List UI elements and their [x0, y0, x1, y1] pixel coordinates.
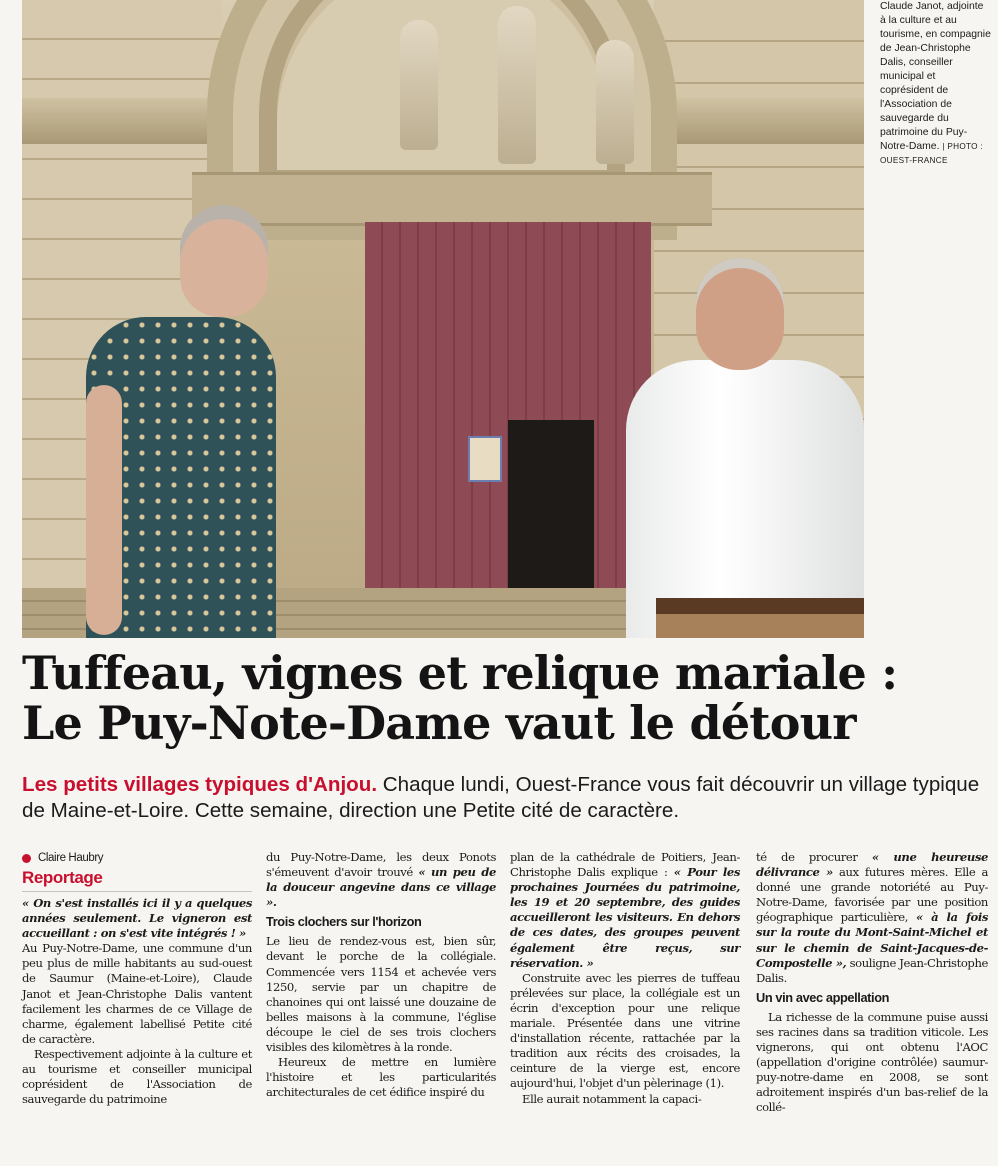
photo-caption	[880, 0, 992, 168]
standfirst-text: Chaque lundi, Ouest-France vous fait découvrir un village typique de Maine-et-Loire. Cette semaine, direction une Petite cité de caractère.	[22, 773, 980, 822]
photo-statue	[498, 6, 536, 164]
headline-line-1: Tuffeau, vignes et relique mariale :	[22, 646, 898, 700]
photo-woman-arm	[86, 385, 122, 635]
paragraph	[266, 850, 496, 910]
photo-woman	[86, 205, 286, 638]
paragraph: Au Puy-Notre-Dame, une commune d'un peu plus de mille habitants au sud-ouest de Saumur (Maine-et-Loire), Claude Janot et Jean-Christophe Dalis vantent facilement les charmes de ce Village de charme, également labellisé Petite cité de caractère.	[22, 941, 252, 1046]
paragraph-text: souligne Jean-Christophe Dalis.	[756, 955, 988, 985]
photo-statue	[596, 40, 634, 164]
article-column-3	[510, 850, 740, 1107]
inline-quote: « une heureuse délivrance »	[756, 850, 988, 880]
inline-quote: « un peu de la douceur angevine dans ce village ».	[266, 865, 496, 910]
paragraph	[510, 850, 740, 971]
paragraph: Le lieu de rendez-vous est, bien sûr, devant le porche de la collégiale. Commencée vers 1154 et achevée vers 1250, servie par un chapitre de chanoines qui ont laissé une douzaine de belles maisons à la commune, l'église découpe le ciel de ses trois clochers visibles des kilomètres à la ronde.	[266, 934, 496, 1055]
article-column-2	[266, 850, 496, 1100]
paragraph: La richesse de la commune puise aussi ses racines dans sa tradition viticole. Les vignerons, qui ont obtenu l'AOC (appellation d'origine contrôlée) saumur-puy-notre-dame en 2008, se sont adroitement inspirés d'un bas-relief de la collé-	[756, 1009, 988, 1115]
standfirst	[22, 772, 992, 824]
paragraph-text: té de procurer	[756, 850, 858, 864]
subheading: Un vin avec appellation	[756, 989, 890, 1005]
photo-door-opening	[508, 420, 594, 588]
photo-man-pants	[656, 614, 864, 638]
paragraph-text: plan de la cathédrale de Poitiers, Jean-Christophe Dalis explique :	[510, 850, 740, 880]
lead-quote: « On s'est installés ici il y a quelques années seulement. Le vigneron est accueillant : on s'est vite intégrés ! »	[22, 896, 252, 941]
photo-credit: | PHOTO : OUEST-FRANCE	[880, 142, 983, 165]
photo-man-head	[696, 258, 784, 370]
headline-line-2: Le Puy-Note-Dame vaut le détour	[22, 696, 856, 750]
photo-man-belt	[656, 598, 864, 614]
rubric-label: Reportage	[22, 868, 252, 892]
photo-woman-head	[180, 205, 268, 317]
photo-door-notice	[468, 436, 502, 482]
photo-man	[626, 258, 864, 638]
subheading: Trois clochers sur l'horizon	[266, 914, 422, 930]
article-column-4	[756, 850, 988, 1116]
paragraph-text: aux futures mères. Elle a donné une grande notoriété au Puy-Notre-Dame, favorisée par une position géographique particulière,	[756, 865, 988, 925]
author-byline	[22, 850, 252, 866]
article-photo	[22, 0, 864, 638]
paragraph: Elle aurait notamment la capaci-	[522, 1091, 702, 1106]
headline	[22, 648, 982, 748]
photo-man-shirt	[626, 360, 864, 638]
paragraph: Respectivement adjointe à la culture et au tourisme et conseiller municipal coprésident de l'Association de sauvegarde du patrimoine	[22, 1046, 252, 1107]
paragraph	[756, 850, 988, 986]
photo-caption-text: Claude Janot, adjointe à la culture et au tourisme, en compagnie de Jean-Christophe Dalis, conseiller municipal et coprésident de l'Association de sauvegarde du patrimoine du Puy-Notre-Dame.	[880, 1, 991, 152]
inline-quote: « à la fois sur la route du Mont-Saint-Michel et sur le chemin de Saint-Jacques-de-Compostelle »,	[756, 910, 988, 970]
paragraph: Heureux de mettre en lumière l'histoire et les particularités architecturales de cet édifice inspiré du	[266, 1055, 496, 1100]
paragraph: Construite avec les pierres de tuffeau prélevées sur place, la collégiale est un écrin d'exception pour une relique mariale. Présentée dans une vitrine d'installation récente, rattachée par la tradition aux récits des croisades, la ceinture de la vierge est, encore aujourd'hui, l'objet d'un pèlerinage (1).	[510, 970, 740, 1091]
author-name: Claire Haubry	[38, 852, 104, 864]
paragraph-text: du Puy-Notre-Dame, les deux Ponots s'émeuvent d'avoir trouvé	[266, 850, 496, 880]
inline-quote: « Pour les prochaines Journées du patrimoine, les 19 et 20 septembre, des guides accueilleront les visiteurs. En dehors de ces dates, des groupes peuvent également être reçus, sur réservation. »	[510, 865, 740, 970]
bullet-dot-icon	[22, 854, 31, 863]
article-column-1	[22, 850, 252, 1107]
photo-tympanum	[277, 0, 607, 170]
standfirst-kicker: Les petits villages typiques d'Anjou.	[22, 773, 378, 796]
photo-statue	[400, 20, 438, 150]
